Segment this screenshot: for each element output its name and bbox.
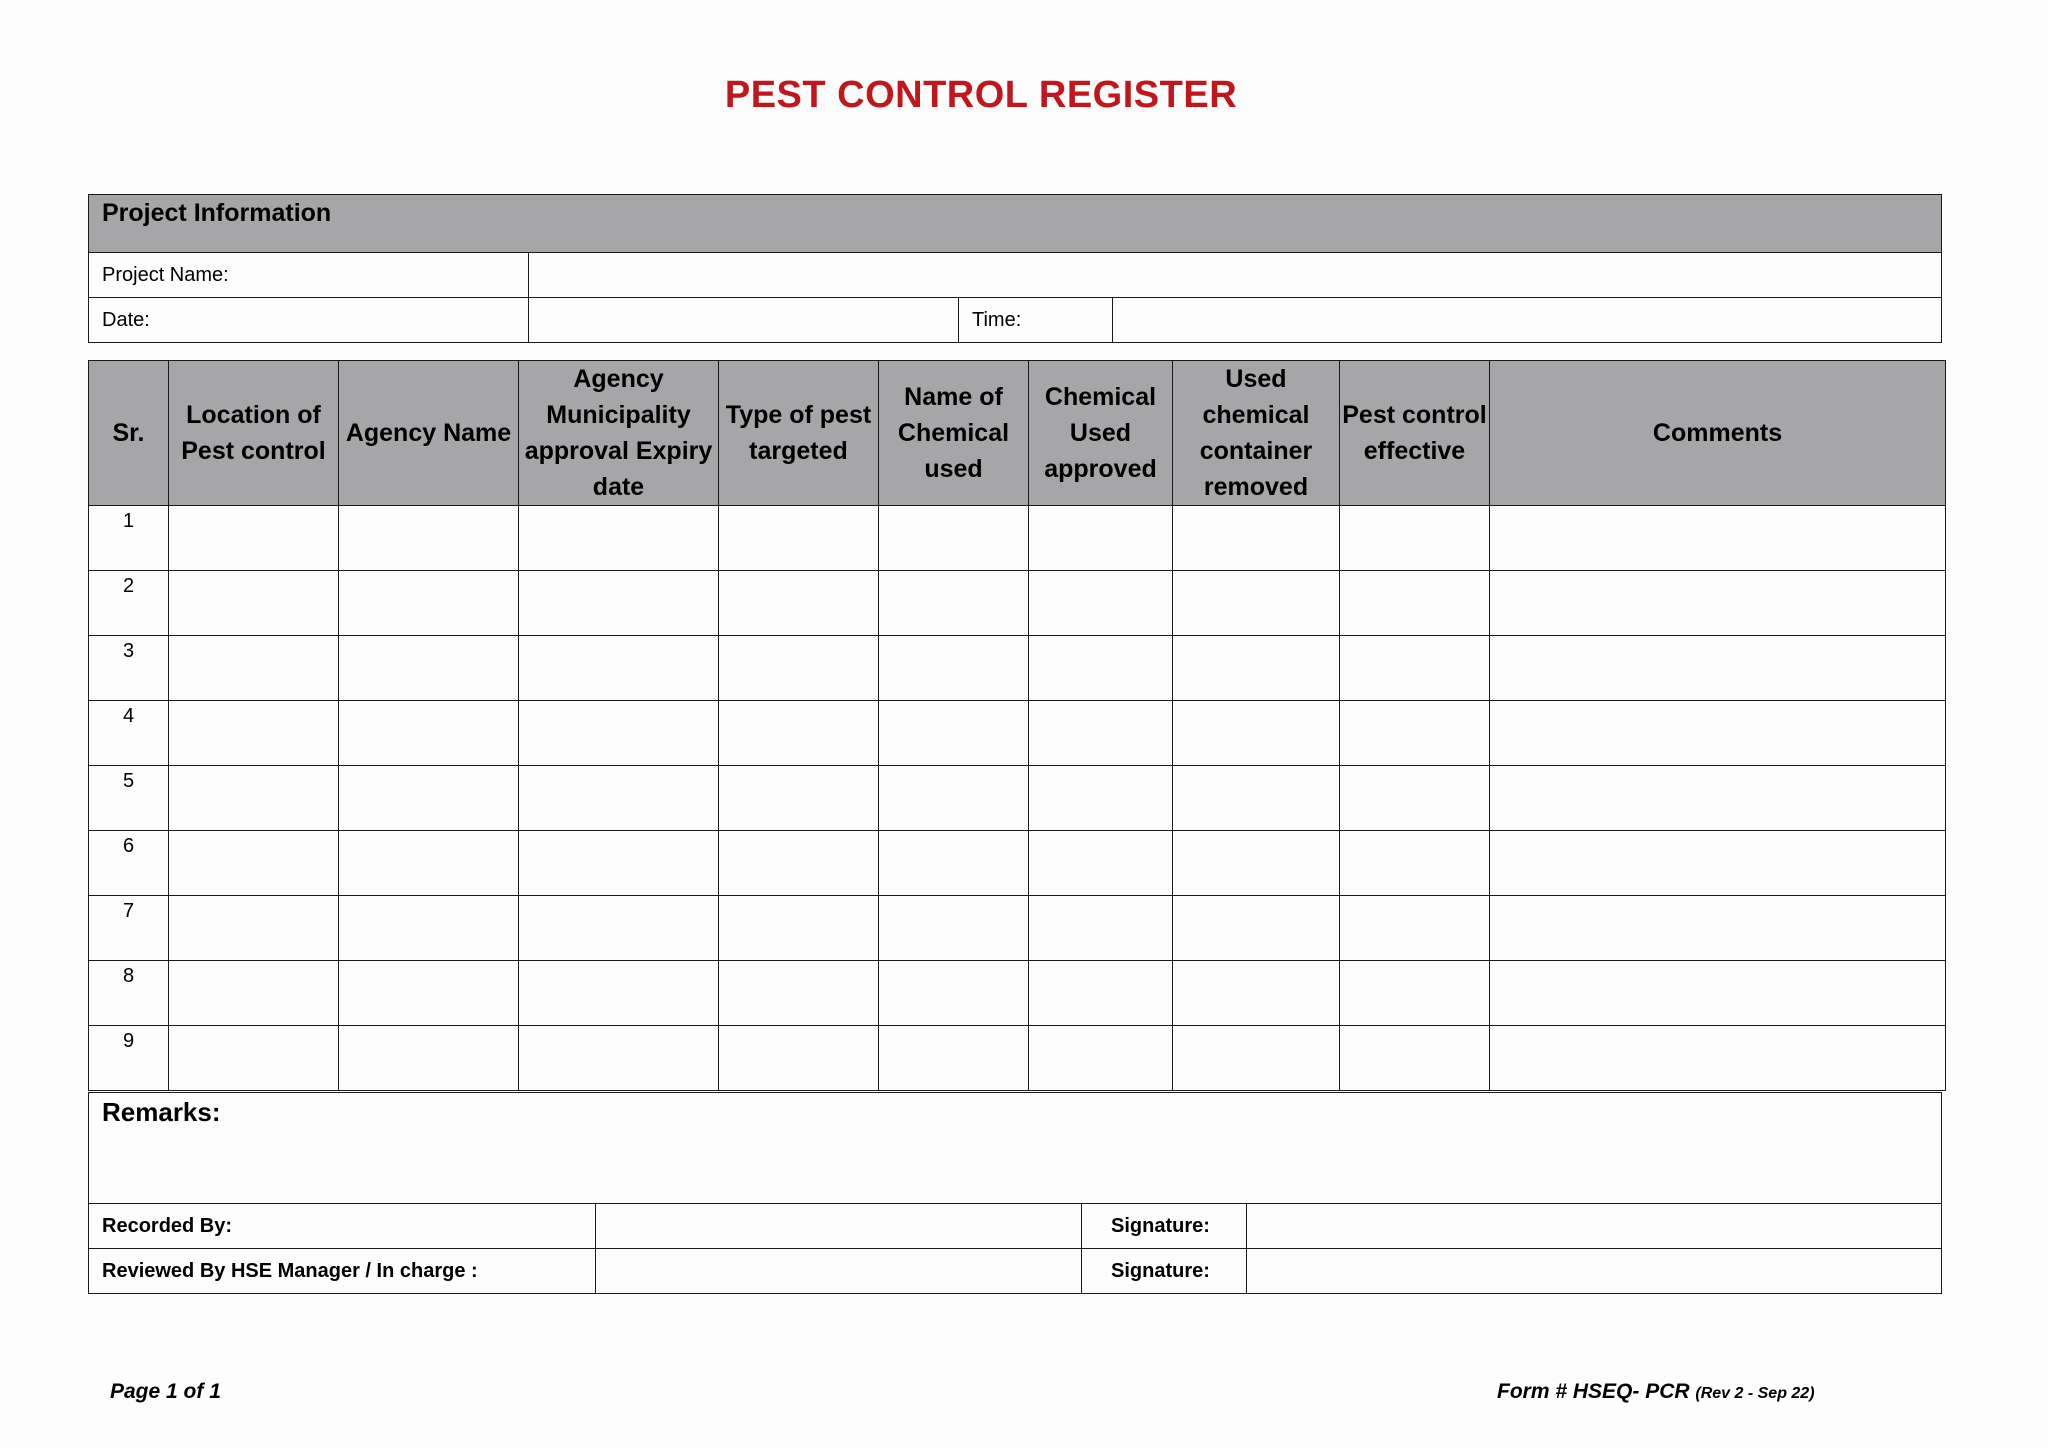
table-cell[interactable]: [1173, 1026, 1340, 1091]
table-cell[interactable]: [339, 766, 519, 831]
table-cell[interactable]: [1490, 961, 1946, 1026]
remarks-label: Remarks:: [102, 1097, 221, 1127]
recorded-signature-field[interactable]: [1247, 1204, 1942, 1249]
column-header: Agency Municipality approval Expiry date: [519, 361, 719, 506]
table-cell[interactable]: [719, 1026, 879, 1091]
date-field[interactable]: [529, 298, 959, 343]
table-cell[interactable]: [169, 896, 339, 961]
table-cell[interactable]: [1490, 766, 1946, 831]
table-cell[interactable]: [339, 571, 519, 636]
table-cell[interactable]: [719, 766, 879, 831]
table-cell[interactable]: [169, 636, 339, 701]
table-cell[interactable]: [519, 766, 719, 831]
table-cell[interactable]: [1490, 636, 1946, 701]
table-cell[interactable]: [1340, 961, 1490, 1026]
page-title: PEST CONTROL REGISTER: [724, 74, 1238, 116]
table-row: [89, 766, 1946, 831]
table-cell[interactable]: [719, 701, 879, 766]
table-cell[interactable]: [879, 701, 1029, 766]
row-number: 7: [89, 896, 169, 961]
table-cell[interactable]: [1340, 571, 1490, 636]
table-row: [89, 961, 1946, 1026]
table-row: [89, 701, 1946, 766]
row-number: 3: [89, 636, 169, 701]
column-header: Comments: [1490, 361, 1946, 506]
table-cell[interactable]: [339, 1026, 519, 1091]
table-cell[interactable]: [1340, 636, 1490, 701]
time-label: Time:: [959, 298, 1113, 343]
row-number: 2: [89, 571, 169, 636]
project-info-header: Project Information: [89, 195, 1942, 253]
table-cell[interactable]: [719, 506, 879, 571]
row-number: 5: [89, 766, 169, 831]
table-cell[interactable]: [1340, 506, 1490, 571]
table-cell[interactable]: [1029, 1026, 1173, 1091]
table-cell[interactable]: [719, 961, 879, 1026]
table-cell[interactable]: [519, 571, 719, 636]
column-header: Used chemical container removed: [1173, 361, 1340, 506]
column-header: Sr.: [89, 361, 169, 506]
table-cell[interactable]: [1029, 896, 1173, 961]
table-cell[interactable]: [1490, 506, 1946, 571]
project-name-field[interactable]: [529, 253, 1942, 298]
form-number: [1497, 1380, 1815, 1404]
table-cell[interactable]: [1029, 766, 1173, 831]
table-cell[interactable]: [519, 961, 719, 1026]
table-row: [89, 571, 1946, 636]
table-cell[interactable]: [1029, 636, 1173, 701]
signoff-table: [88, 1092, 1942, 1294]
table-cell[interactable]: [1340, 831, 1490, 896]
recorded-by-field[interactable]: [596, 1204, 1082, 1249]
table-row: [89, 636, 1946, 701]
reviewed-by-label: Reviewed By HSE Manager / In charge :: [89, 1249, 596, 1294]
table-cell[interactable]: [879, 831, 1029, 896]
table-cell[interactable]: [1490, 701, 1946, 766]
table-cell[interactable]: [519, 506, 719, 571]
table-cell[interactable]: [169, 506, 339, 571]
row-number: 6: [89, 831, 169, 896]
table-cell[interactable]: [719, 831, 879, 896]
column-header: Type of pest targeted: [719, 361, 879, 506]
table-cell[interactable]: [1173, 571, 1340, 636]
remarks-field[interactable]: [89, 1093, 1942, 1204]
table-cell[interactable]: [1029, 831, 1173, 896]
recorded-signature-label: Signature:: [1082, 1204, 1247, 1249]
table-row: [89, 506, 1946, 571]
row-number: 8: [89, 961, 169, 1026]
table-cell[interactable]: [1029, 961, 1173, 1026]
time-field[interactable]: [1113, 298, 1942, 343]
table-cell[interactable]: [879, 506, 1029, 571]
table-cell[interactable]: [339, 831, 519, 896]
table-cell[interactable]: [1173, 701, 1340, 766]
table-cell[interactable]: [519, 1026, 719, 1091]
table-cell[interactable]: [1340, 766, 1490, 831]
project-name-label: Project Name:: [89, 253, 529, 298]
table-cell[interactable]: [1490, 1026, 1946, 1091]
reviewed-signature-label: Signature:: [1082, 1249, 1247, 1294]
table-cell[interactable]: [169, 831, 339, 896]
project-info-table: [88, 194, 1942, 343]
table-cell[interactable]: [519, 831, 719, 896]
column-header: Location of Pest control: [169, 361, 339, 506]
form-code: Form # HSEQ- PCR: [1497, 1380, 1690, 1403]
table-cell[interactable]: [719, 571, 879, 636]
table-cell[interactable]: [879, 636, 1029, 701]
table-cell[interactable]: [1173, 636, 1340, 701]
table-cell[interactable]: [519, 636, 719, 701]
table-cell[interactable]: [1029, 506, 1173, 571]
reviewed-signature-field[interactable]: [1247, 1249, 1942, 1294]
table-cell[interactable]: [879, 1026, 1029, 1091]
table-cell[interactable]: [1029, 571, 1173, 636]
table-cell[interactable]: [1490, 571, 1946, 636]
table-cell[interactable]: [1490, 896, 1946, 961]
table-row: [89, 1026, 1946, 1091]
table-cell[interactable]: [1340, 896, 1490, 961]
table-cell[interactable]: [879, 571, 1029, 636]
reviewed-by-field[interactable]: [596, 1249, 1082, 1294]
register-table: [88, 360, 1946, 1091]
table-cell[interactable]: [719, 896, 879, 961]
table-cell[interactable]: [169, 571, 339, 636]
row-number: 4: [89, 701, 169, 766]
column-header: Pest control effective: [1340, 361, 1490, 506]
table-cell[interactable]: [339, 636, 519, 701]
table-cell[interactable]: [169, 1026, 339, 1091]
table-cell[interactable]: [1340, 1026, 1490, 1091]
table-cell[interactable]: [1173, 896, 1340, 961]
table-cell[interactable]: [339, 701, 519, 766]
row-number: 9: [89, 1026, 169, 1091]
table-cell[interactable]: [879, 766, 1029, 831]
table-cell[interactable]: [719, 636, 879, 701]
table-cell[interactable]: [1029, 701, 1173, 766]
table-row: [89, 896, 1946, 961]
recorded-by-label: Recorded By:: [89, 1204, 596, 1249]
table-cell[interactable]: [339, 506, 519, 571]
page-number: Page 1 of 1: [110, 1380, 221, 1403]
table-cell[interactable]: [519, 701, 719, 766]
table-cell[interactable]: [1490, 831, 1946, 896]
table-cell[interactable]: [879, 961, 1029, 1026]
table-cell[interactable]: [879, 896, 1029, 961]
table-cell[interactable]: [1173, 831, 1340, 896]
table-cell[interactable]: [339, 961, 519, 1026]
table-cell[interactable]: [1173, 961, 1340, 1026]
table-cell[interactable]: [339, 896, 519, 961]
row-number: 1: [89, 506, 169, 571]
table-cell[interactable]: [1173, 766, 1340, 831]
table-cell[interactable]: [169, 961, 339, 1026]
column-header: Name of Chemical used: [879, 361, 1029, 506]
column-header: Agency Name: [339, 361, 519, 506]
table-cell[interactable]: [169, 766, 339, 831]
column-header: Chemical Used approved: [1029, 361, 1173, 506]
table-cell[interactable]: [519, 896, 719, 961]
table-row: [89, 831, 1946, 896]
date-label: Date:: [89, 298, 529, 343]
form-revision: (Rev 2 - Sep 22): [1695, 1385, 1815, 1402]
table-cell[interactable]: [169, 701, 339, 766]
table-cell[interactable]: [1340, 701, 1490, 766]
table-cell[interactable]: [1173, 506, 1340, 571]
